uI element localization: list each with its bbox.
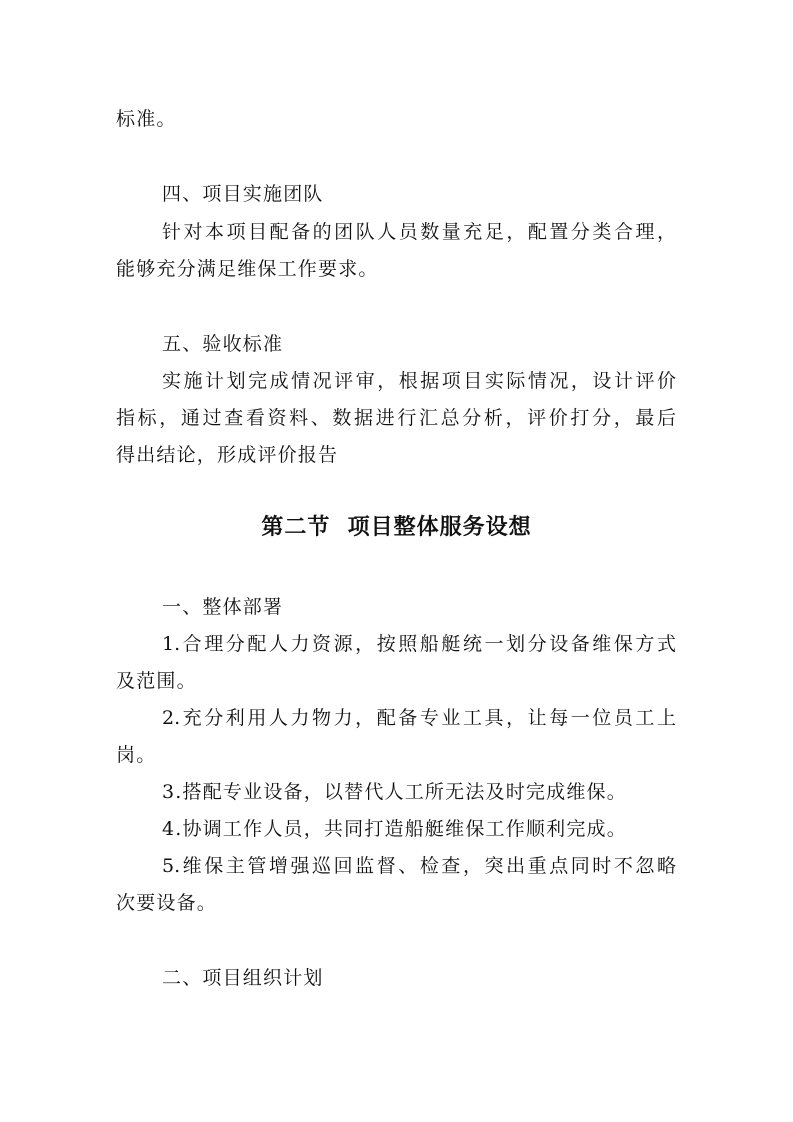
part1-item-1-line-2: 及范围。 xyxy=(116,670,197,692)
section5-line-1: 实施计划完成情况评审，根据项目实际情况，设计评价 xyxy=(162,370,676,392)
part1-item-5-line-2: 次要设备。 xyxy=(116,892,218,914)
part1-heading: 一、整体部署 xyxy=(162,596,284,618)
part2-heading: 二、项目组织计划 xyxy=(162,967,324,989)
section4-line-1: 针对本项目配备的团队人员数量充足，配置分类合理， xyxy=(162,221,676,243)
part1-item-2-line-2: 岗。 xyxy=(116,744,157,766)
section4-heading: 四、项目实施团队 xyxy=(162,183,324,205)
part1-item-4: 4.协调工作人员，共同打造船艇维保工作顺利完成。 xyxy=(162,818,627,840)
part1-item-2-line-1: 2.充分利用人力物力，配备专业工具，让每一位员工上 xyxy=(162,707,676,729)
section5-heading: 五、验收标准 xyxy=(162,333,284,355)
intro-tail-text: 标准。 xyxy=(116,108,177,130)
section5-line-3: 得出结论，形成评价报告 xyxy=(116,444,339,466)
chapter-title: 第二节 项目整体服务设想 xyxy=(261,514,532,540)
section5-line-2: 指标，通过查看资料、数据进行汇总分析，评价打分，最后 xyxy=(116,407,676,429)
section4-line-2: 能够充分满足维保工作要求。 xyxy=(116,258,379,280)
part1-item-1-line-1: 1.合理分配人力资源，按照船艇统一划分设备维保方式 xyxy=(162,633,676,655)
part1-item-3: 3.搭配专业设备，以替代人工所无法及时完成维保。 xyxy=(162,781,627,803)
part1-item-5-line-1: 5.维保主管增强巡回监督、检查，突出重点同时不忽略 xyxy=(162,855,676,877)
